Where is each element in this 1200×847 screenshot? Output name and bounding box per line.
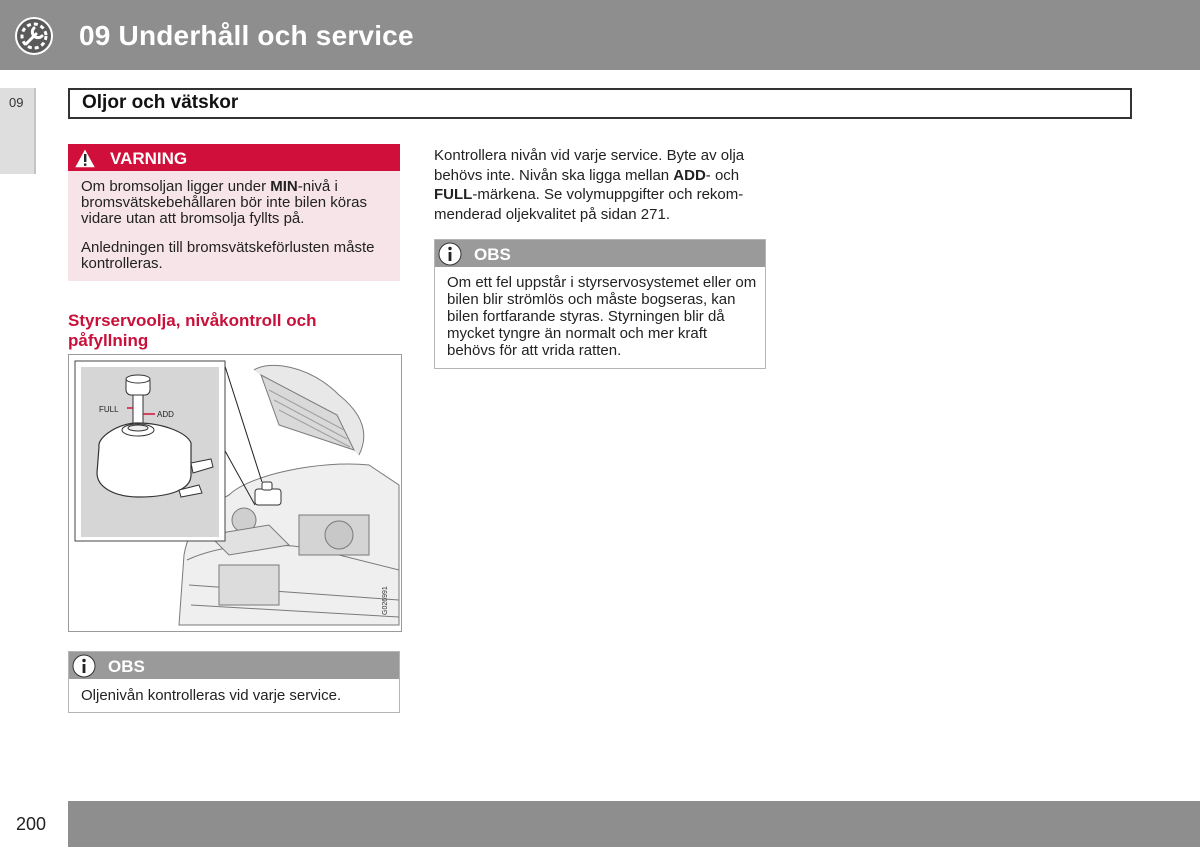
add-mark-label: ADD (157, 410, 174, 419)
warning-triangle-icon (73, 147, 97, 169)
figure-code: G026991 (382, 586, 389, 615)
min-label: MIN (270, 178, 298, 195)
obs-header-left (69, 652, 399, 679)
chapter-tab-label: 09 (9, 95, 24, 110)
section-heading-bar (68, 88, 1132, 119)
subsection-heading: Styrservoolja, nivåkontroll och påfyllning (68, 311, 317, 350)
chapter-title: 09 Underhåll och service (79, 20, 414, 51)
warning-box (68, 144, 400, 281)
full-bold: FULL (434, 186, 473, 203)
engine-illustration (68, 354, 402, 632)
info-icon (72, 654, 96, 678)
reservoir-illustration (69, 355, 401, 631)
warning-header (68, 144, 400, 171)
add-bold: ADD (673, 166, 706, 184)
full-mark-label: FULL (99, 405, 119, 414)
obs-text-right: Om ett fel uppstår i styrservosystemet eller om bilen blir strömlös och måste bogseras, kan bilen fortfarande styras. Styrningen blir då mycket tyngre än normalt och mer kraft behövs för att vrida ratten. (447, 274, 757, 359)
obs-title-left: OBS (108, 657, 145, 676)
page-number: 200 (16, 814, 47, 834)
obs-header-right (435, 240, 765, 267)
right-column-paragraph: Kontrollera nivån vid varje service. Byte av olja behövs inte. Nivån ska ligga mellan ADD- och FULL-märkena. Se volymuppgifter och rekom-menderad oljekvalitet på sidan 271. (434, 147, 745, 223)
obs-title-right: OBS (474, 245, 511, 264)
warning-paragraph-2: Anledningen till bromsvätskeförlusten måste kontrolleras. (81, 239, 375, 272)
warning-paragraph-1: Om bromsoljan ligger under MIN-nivå i bromsvätskebehållaren bör inte bilen köras vidare utan att bromsolja fyllts på. (81, 178, 367, 227)
warning-title: VARNING (110, 149, 188, 168)
section-title: Oljor och vätskor (82, 92, 239, 113)
info-icon (438, 242, 462, 266)
obs-text-left: Oljenivån kontrolleras vid varje service. (81, 687, 342, 704)
page-footer-bar (68, 801, 1200, 847)
obs-note-left (68, 651, 400, 713)
wrench-gear-icon (14, 16, 54, 56)
chapter-tab (0, 88, 36, 174)
page-header (0, 0, 1200, 70)
obs-note-right (434, 239, 766, 369)
